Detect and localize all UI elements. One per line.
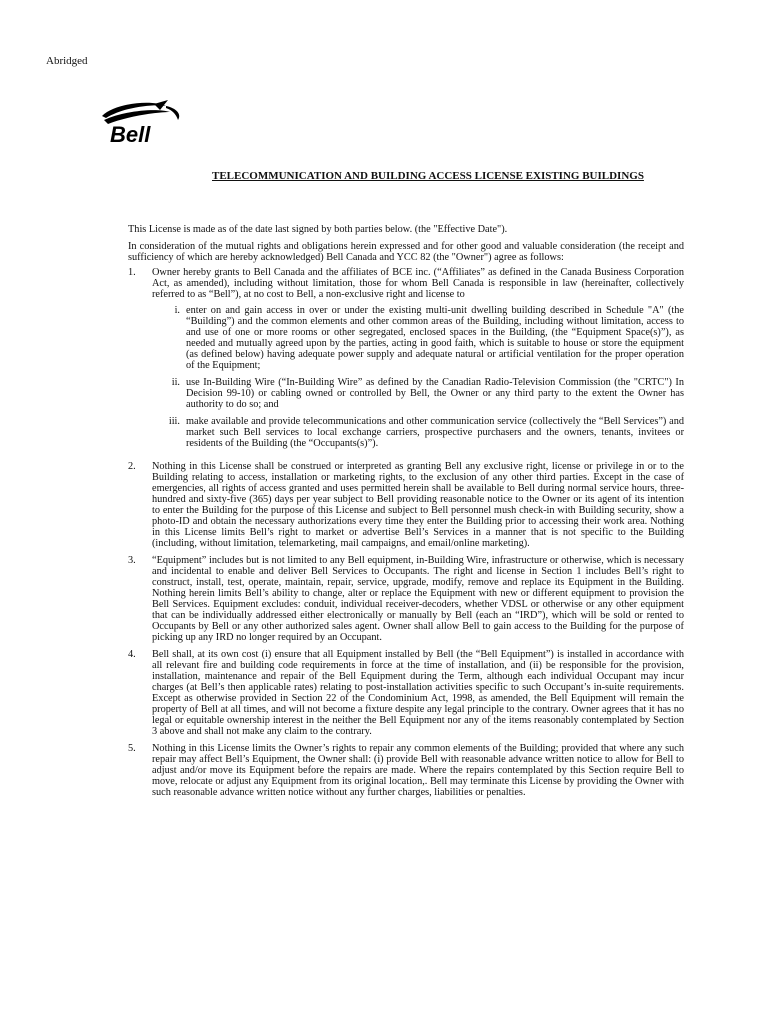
clause-number: 4.	[128, 649, 136, 660]
bell-logo-icon	[96, 98, 192, 148]
bell-logo-text: Bell	[110, 122, 151, 147]
intro-paragraph-1: This License is made as of the date last signed by both parties below. (the "Effective Date").	[128, 224, 508, 235]
clause-4	[128, 649, 684, 737]
document-body	[128, 224, 684, 804]
clause-text: Nothing in this License limits the Owner’s rights to repair any common elements of the Building; provided that where any such repair may affect Bell’s Equipment, the Owner shall: (i) provide Bell with reasonable advance written notice to allow for Bell to adjust and/or move its Equipment before the repairs are made. Where the repairs contemplated by this Section require Bell to move, relocate or adjust any Equipment from its original location,. Bell may terminate this License by providing the Owner with such reasonable advance written notice without any further charges, liabilities or penalties.	[152, 743, 684, 798]
subclause-text: make available and provide telecommunications and other communication service (collectively the “Bell Services”) and market such Bell services to local exchange carriers, prospective purchasers and the owners, tenants, invitees or residents of the Building (the “Occupants(s)”).	[186, 416, 684, 449]
subclause-iii	[162, 416, 684, 449]
subclause-number: ii.	[171, 377, 180, 388]
bell-logo	[96, 98, 192, 148]
document-title: TELECOMMUNICATION AND BUILDING ACCESS LICENSE EXISTING BUILDINGS	[212, 170, 644, 182]
clause-number: 1.	[128, 267, 136, 278]
subclause-text: use In-Building Wire (“In-Building Wire” as defined by the Canadian Radio-Television Commission (the "CRTC") In Decision 99-10) or cabling owned or controlled by Bell, the Owner or any third party to the extent the Owner has authority to do so; and	[186, 377, 684, 410]
subclause-number: i.	[174, 305, 180, 316]
intro-paragraph-2: In consideration of the mutual rights and obligations herein expressed and for other good and valuable consideration (the receipt and sufficiency of which are hereby acknowledged) Bell Canada and YCC 82 (the "Owner") agree as follows:	[128, 241, 684, 263]
subclause-i	[162, 305, 684, 371]
abridged-label: Abridged	[46, 55, 88, 67]
clause-1	[128, 267, 684, 455]
clause-3	[128, 555, 684, 643]
subclause-ii	[162, 377, 684, 410]
clause-number: 3.	[128, 555, 136, 566]
subclause-text: enter on and gain access in over or under the existing multi-unit dwelling building described in Schedule "A" (the “Building”) and the common elements and other common areas of the Building, including without limitation, access to and use of one or more rooms or other segregated, enclosed spaces in the Building, (the “Equipment Space(s)”), as needed and mutually agreed upon by the parties, acting in good faith, which is suitable to house or store the equipment (as defined below) having adequate power supply and adequate natural or artificial ventilation for the proper operation of the Equipment;	[186, 305, 684, 371]
clause-text: “Equipment” includes but is not limited to any Bell equipment, in-Building Wire, infrastructure or otherwise, which is necessary and incidental to enable and deliver Bell Services to Occupants. The right and license in Section 1 includes Bell’s right to construct, install, test, operate, maintain, repair, service, upgrade, modify, remove and replace its Equipment in the Building. Nothing herein limits Bell’s ability to change, alter or replace the Equipment with new or different equipment to provision the Bell Services. Equipment excludes: conduit, individual receiver-decoders, whether VDSL or otherwise or any other equipment that can be individually addressed either electronically or manually by Bell (each an “IRD”), which will be sold or rented to Occupants by Bell or any other authorized sales agent. Owner shall allow Bell to gain access to the Building for the purpose of picking up any IRD no longer required by an Occupant.	[152, 555, 684, 643]
clause-text: Owner hereby grants to Bell Canada and the affiliates of BCE inc. (“Affiliates” as defined in the Canada Business Corporation Act, as amended), including without limitation, those for whom Bell Canada is responsible in law (hereinafter, collectively referred to as “Bell”), at no cost to Bell, a non-exclusive right and license to	[152, 267, 684, 300]
clause-2	[128, 461, 684, 549]
subclause-number: iii.	[168, 416, 180, 427]
clause-text: Nothing in this License shall be construed or interpreted as granting Bell any exclusive right, license or privilege in or to the Building relating to access, installation or marketing rights, to the exclusion of any other third parties. Except in the case of emergencies, all rights of access granted and uses permitted herein shall be available to Bell during normal service hours, three-hundred and sixty-five (365) days per year subject to Bell providing reasonable notice to the Owner or its agent of its intention to enter the Building for the purpose of this License and subject to Bell personnel mush check-in with Building security, show a photo-ID and obtain the necessary authorizations every time they enter the Building prior to accessing their work area. Nothing in this License limits Bell’s right to market or advertise Bell’s Services in a manner that is not specific to the Building (including, without limitation, telemarketing, mail campaigns, and email/online marketing).	[152, 461, 684, 549]
clause-number: 5.	[128, 743, 136, 754]
clause-number: 2.	[128, 461, 136, 472]
clause-5	[128, 743, 684, 798]
clause-text: Bell shall, at its own cost (i) ensure that all Equipment installed by Bell (the “Bell Equipment”) is installed in accordance with all relevant fire and building code requirements in force at the time of installation, and (ii) be responsible for the provision, installation, maintenance and repair of the Bell Equipment during the Term, although each individual Occupant may incur charges (at Bell’s then applicable rates) relating to post-installation activities specific to such Occupant’s in-suite requirements. Except as otherwise provided in Section 22 of the Condominium Act, 1998, as amended, the Bell Equipment will remain the property of Bell at all times, and will not become a fixture despite any legal principle to the contrary. Owner agrees that it has no legal or equitable ownership interest in the neither the Bell Equipment nor any of the items reasonably contemplated by Section 3 above and shall not make any claim to the contrary.	[152, 649, 684, 737]
